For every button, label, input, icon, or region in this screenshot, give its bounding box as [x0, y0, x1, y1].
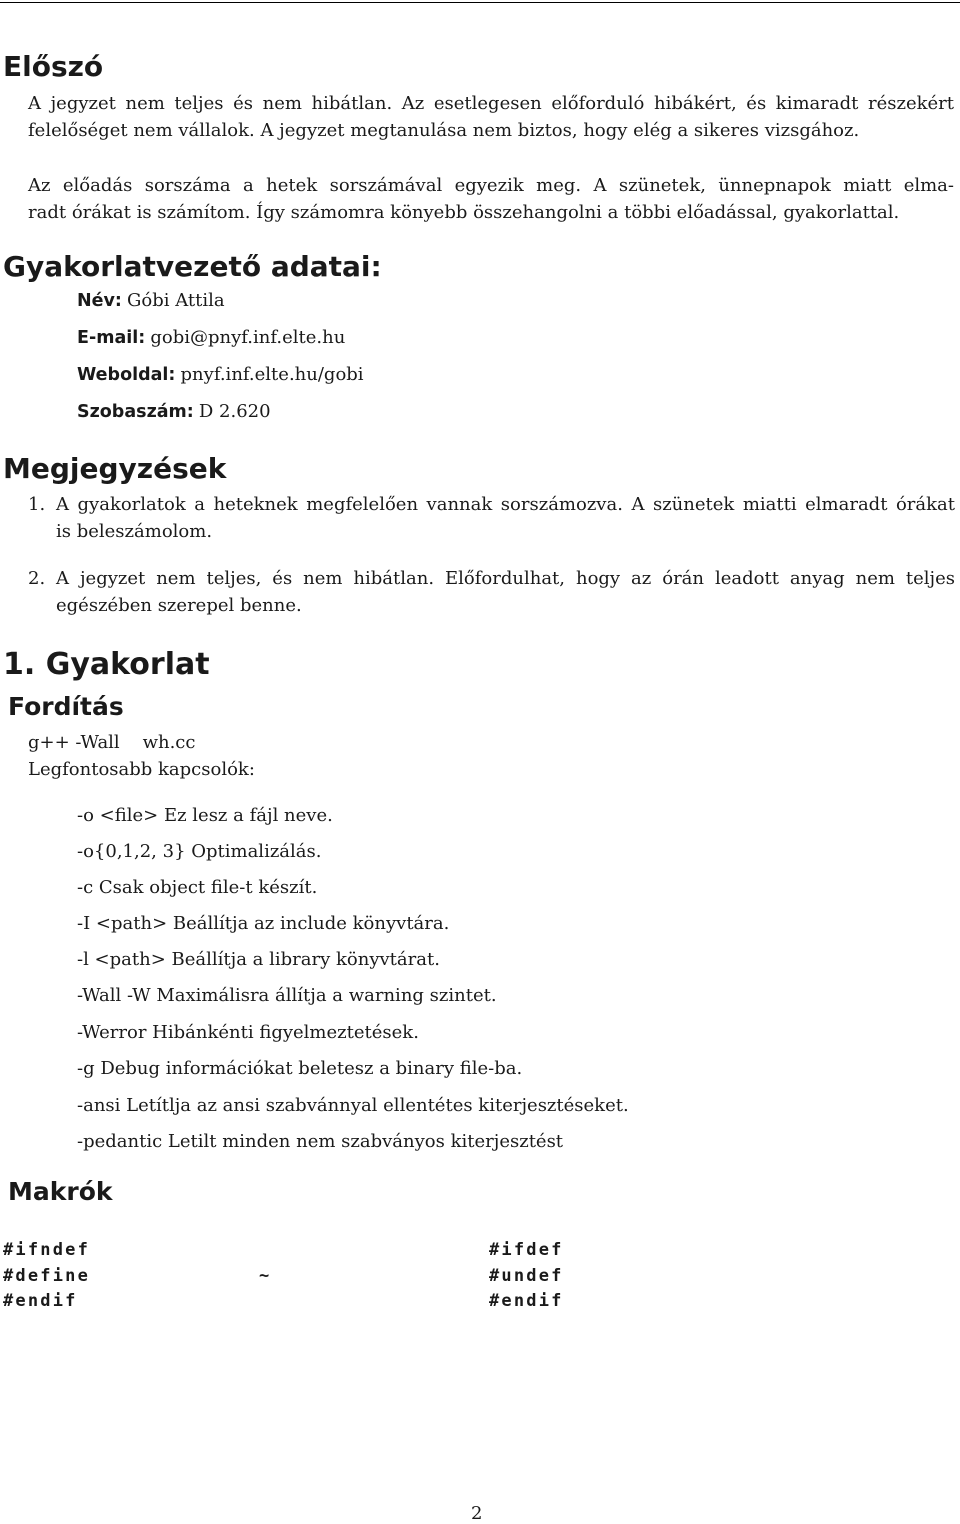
instructor-value-website: pnyf.inf.elte.hu/gobi — [180, 364, 364, 385]
note-1-line1: A gyakorlatok a heteknek megfelelően vannak sorszámozva. A szünetek miatti elmaradt órákat — [56, 494, 955, 515]
page-number: 2 — [471, 1503, 483, 1524]
instructor-value-name: Góbi Attila — [127, 290, 225, 311]
eloszo-p1-line1: A jegyzet nem teljes és nem hibátlan. Az esetlegesen előforduló hibákért, és kimaradt részekért — [28, 93, 954, 114]
note-2-number: 2. — [28, 568, 46, 589]
instructor-field-email — [77, 327, 345, 348]
eloszo-paragraph-2 — [28, 172, 954, 226]
eloszo-paragraph-1 — [28, 90, 954, 144]
note-1 — [56, 491, 955, 545]
instructor-field-room — [77, 401, 271, 422]
eloszo-p2-line1: Az előadás sorszáma a hetek sorszámával egyezik meg. A szünetek, ünnepnapok miatt elma- — [28, 175, 954, 196]
switch-item: -c Csak object file-t készít. — [77, 877, 318, 898]
code-ifndef: #ifndef — [3, 1240, 91, 1260]
switch-item: -g Debug információkat beletesz a binary file-ba. — [77, 1058, 523, 1079]
instructor-label-name: Név: — [77, 291, 122, 311]
switch-item: -pedantic Letilt minden nem szabványos kiterjesztést — [77, 1131, 564, 1152]
instructor-value-email: gobi@pnyf.inf.elte.hu — [150, 327, 346, 348]
note-2 — [56, 565, 955, 619]
eloszo-heading: Előszó — [3, 50, 104, 83]
switch-item: -I <path> Beállítja az include könyvtára. — [77, 913, 450, 934]
compile-command: g++ -Wall wh.cc — [28, 732, 196, 753]
switch-item: -l <path> Beállítja a library könyvtárat. — [77, 949, 440, 970]
instructor-label-email: E-mail: — [77, 328, 146, 348]
switch-item: -o <file> Ez lesz a fájl neve. — [77, 805, 333, 826]
code-define: #define — [3, 1266, 91, 1286]
switches-heading: Legfontosabb kapcsolók: — [28, 759, 255, 780]
instructor-heading: Gyakorlatvezető adatai: — [3, 250, 382, 283]
code-endif-right: #endif — [489, 1291, 564, 1311]
eloszo-p2-line2: radt órákat is számítom. Így számomra könyebb összehangolni a többi előadással, gyakorlattal. — [28, 202, 900, 223]
chapter-heading: 1. Gyakorlat — [3, 647, 210, 682]
instructor-field-name — [77, 290, 225, 311]
notes-heading: Megjegyzések — [3, 452, 227, 485]
instructor-value-room: D 2.620 — [198, 401, 271, 422]
makrok-heading: Makrók — [8, 1177, 113, 1206]
switch-item: -o{0,1,2, 3} Optimalizálás. — [77, 841, 322, 862]
note-2-line2: egészében szerepel benne. — [56, 595, 302, 616]
instructor-label-website: Weboldal: — [77, 365, 176, 385]
switch-item: -ansi Letítlja az ansi szabvánnyal ellentétes kiterjesztéseket. — [77, 1095, 629, 1116]
top-rule — [0, 2, 960, 3]
switch-item: -Werror Hibánkénti figyelmeztetések. — [77, 1022, 419, 1043]
instructor-label-room: Szobaszám: — [77, 402, 194, 422]
code-endif-left: #endif — [3, 1291, 78, 1311]
note-1-number: 1. — [28, 494, 46, 515]
forditas-heading: Fordítás — [8, 692, 124, 721]
note-2-line1: A jegyzet nem teljes, és nem hibátlan. Előfordulhat, hogy az órán leadott anyag nem teljes — [56, 568, 955, 589]
instructor-field-website — [77, 364, 364, 385]
switch-item: -Wall -W Maximálisra állítja a warning szintet. — [77, 985, 497, 1006]
code-tilde: ~ — [259, 1266, 272, 1286]
note-1-line2: is beleszámolom. — [56, 521, 213, 542]
eloszo-p1-line2: felelőséget nem vállalok. A jegyzet megtanulása nem biztos, hogy elég a sikeres vizsgához. — [28, 120, 860, 141]
code-undef: #undef — [489, 1266, 564, 1286]
code-ifdef: #ifdef — [489, 1240, 564, 1260]
